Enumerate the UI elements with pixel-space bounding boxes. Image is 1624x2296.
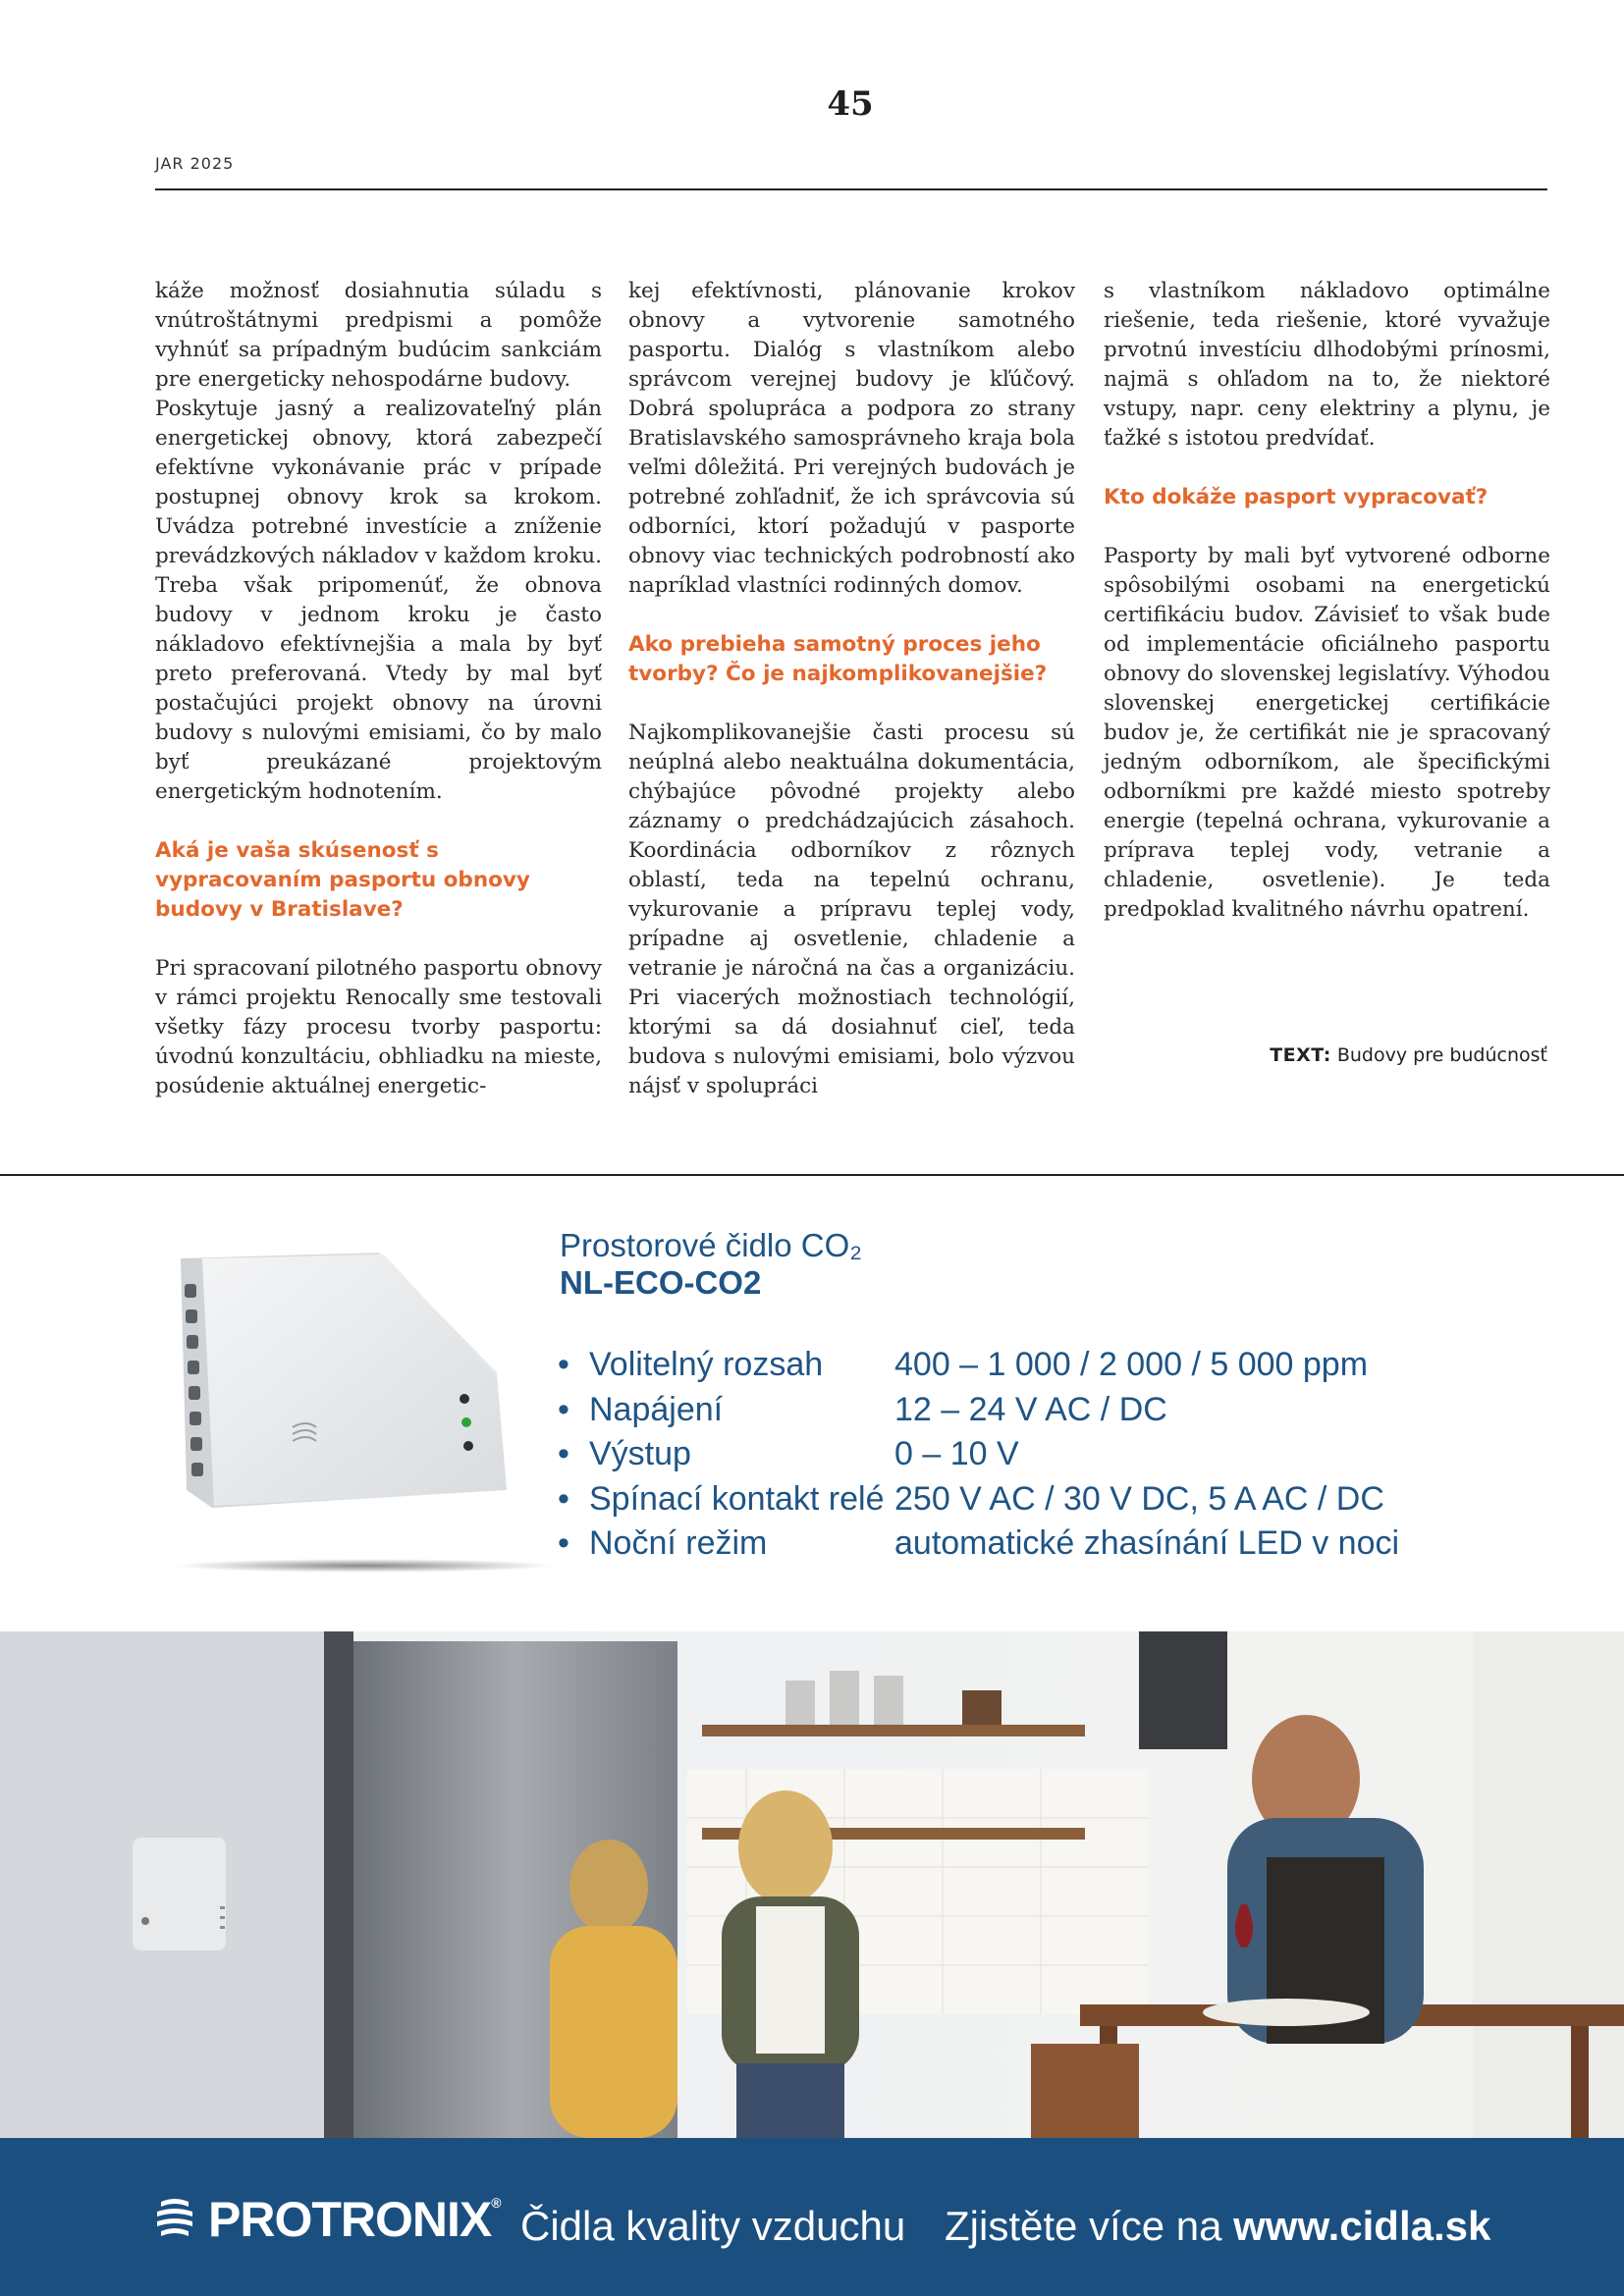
spec-row-relay: [558, 1477, 1441, 1522]
question-heading: Ako prebieha samotný proces jeho tvorby? Čo je najkomplikovanejšie?: [628, 632, 1048, 686]
spec-value: 12 – 24 V AC / DC: [894, 1390, 1167, 1428]
paragraph: Pasporty by mali byť vytvorené odborne spôsobilými osobami na energetickú certifikáciu budov. Závisieť to však bude od implementácie oficiálneho pasportu obnovy do slovenskej legislatívy. Výhodou slovenskej energetickej certifikácie budov je, že certifikát nie je spracovaný jedným odborníkom, ale špecifickými odborníkmi pre každé miesto spotreby energie (tepelná ochrana, vykurovanie a príprava teplej vody, vetranie a chladenie, osvetlenie). Je teda predpoklad kvalitného návrhu opatrení.: [1104, 544, 1550, 922]
protronix-logo-icon: [155, 2196, 194, 2243]
article-credit: [1270, 1044, 1547, 1066]
article-column-1: [155, 277, 602, 1101]
spec-label: Napájení: [589, 1390, 724, 1428]
page-number: 45: [827, 84, 874, 124]
credit-label: TEXT:: [1270, 1044, 1331, 1066]
paragraph: s vlastníkom nákladovo optimálne riešenie, teda riešenie, ktoré vyvažuje prvotnú investíciu dlhodobými prínosmi, najmä s ohľadom na to, že niektoré vstupy, napr. ceny elektriny a plynu, je ťažké s istotou predvídať.: [1104, 279, 1550, 451]
spec-list: [558, 1343, 1441, 1567]
product-model: NL-ECO-CO2: [560, 1264, 762, 1301]
question-heading: Aká je vaša skúsenosť s vypracovaním pasportu obnovy budovy v Bratislave?: [155, 838, 530, 922]
bullet: •: [558, 1479, 569, 1518]
bullet: •: [558, 1524, 569, 1563]
brand-banner: [0, 2138, 1624, 2296]
bullet: •: [558, 1390, 569, 1428]
website-cta: [945, 2203, 1490, 2250]
spec-row-output: [558, 1432, 1441, 1477]
spec-label: Noční režim: [589, 1524, 768, 1563]
paragraph: Treba však pripomenúť, že obnova budovy v jednom kroku je často nákladovo efektívnejšia a mala by byť preto preferovaná. Vtedy by mal byť postačujúci projekt obnovy na úrovni budovy s nulovými emisiami, čo by malo byť preukázané projektovým energetickým hodnotením.: [155, 573, 602, 804]
brand-tagline: Čidla kvality vzduchu: [520, 2203, 906, 2249]
credit-value: Budovy pre budúcnosť: [1336, 1044, 1547, 1066]
cta-text: Zjistěte více na: [945, 2203, 1222, 2249]
spec-label: Volitelný rozsah: [589, 1346, 824, 1384]
article-column-3: [1104, 277, 1550, 925]
paragraph: Najkomplikovanejšie časti procesu sú neúplná alebo neaktuálna dokumentácia, chýbajúce pôvodné projekty alebo záznamy o predchádzajúcich zásahoch. Koordinácia odborníkov z rôznych oblastí, teda na tepelnú ochranu, vykurovanie a prípravu teplej vody, prípadne aj osvetlenie, chladenie a vetranie je náročná na čas a organizáciu. Pri viacerých možnostiach technológií, ktorými sa dá dosiahnuť cieľ, teda budova s nulovými emisiami, bolo výzvou nájsť v spolupráci: [628, 721, 1075, 1098]
paragraph: Pri spracovaní pilotného pasportu obnovy v rámci projektu Renocally sme testovali všetky fázy procesu tvorby pasportu: úvodnú konzultáciu, obhliadku na mieste, posúdenie aktuálnej energetic-: [155, 956, 602, 1098]
bullet: •: [558, 1435, 569, 1473]
issue-label: JAR 2025: [155, 154, 235, 173]
sensor-shadow: [173, 1559, 556, 1573]
spec-row-power: [558, 1388, 1441, 1433]
spec-value: automatické zhasínání LED v noci: [894, 1524, 1400, 1563]
brand-name: PROTRONIX®: [208, 2192, 501, 2247]
brand-logo: [155, 2191, 501, 2248]
header-divider: [155, 188, 1547, 190]
bullet: •: [558, 1346, 569, 1384]
kitchen-family-photo: [0, 1631, 1624, 2138]
article-column-2: [628, 277, 1075, 1101]
paragraph: Poskytuje jasný a realizovateľný plán energetickej obnovy, ktorá zabezpečí efektívne vykonávanie prác v prípade postupnej obnovy krok sa krokom. Uvádza potrebné investície a zníženie prevádzkových nákladov v každom kroku.: [155, 397, 602, 568]
ad-divider: [0, 1174, 1624, 1176]
website-link[interactable]: www.cidla.sk: [1233, 2203, 1491, 2249]
co2-sensor-image: [173, 1245, 526, 1578]
spec-row-night-mode: [558, 1522, 1441, 1567]
spec-label: Výstup: [589, 1435, 691, 1473]
spec-value: 0 – 10 V: [894, 1435, 1019, 1473]
spec-label: Spínací kontakt relé: [589, 1479, 885, 1518]
paragraph: káže možnosť dosiahnutia súladu s vnútroštátnymi predpismi a pomôže vyhnúť sa prípadným budúcim sankciám pre energeticky nehospodárne budovy.: [155, 279, 602, 392]
spec-value: 400 – 1 000 / 2 000 / 5 000 ppm: [894, 1346, 1369, 1384]
paragraph: kej efektívnosti, plánovanie krokov obnovy a vytvorenie samotného pasportu. Dialóg s vlastníkom alebo správcom verejnej budovy je kľúčový. Dobrá spolupráca a podpora zo strany Bratislavského samosprávneho kraja bola veľmi dôležitá. Pri verejných budovách je potrebné zohľadniť, že ich správcovia sú odborníci, ktorí požadujú v pasporte obnovy viac technických podrobností ako napríklad vlastníci rodinných domov.: [628, 279, 1075, 598]
spec-row-range: [558, 1343, 1441, 1388]
spec-value: 250 V AC / 30 V DC, 5 A AC / DC: [894, 1479, 1384, 1518]
product-title: Prostorové čidlo CO₂: [560, 1227, 863, 1263]
question-heading: Kto dokáže pasport vypracovať?: [1104, 485, 1489, 509]
